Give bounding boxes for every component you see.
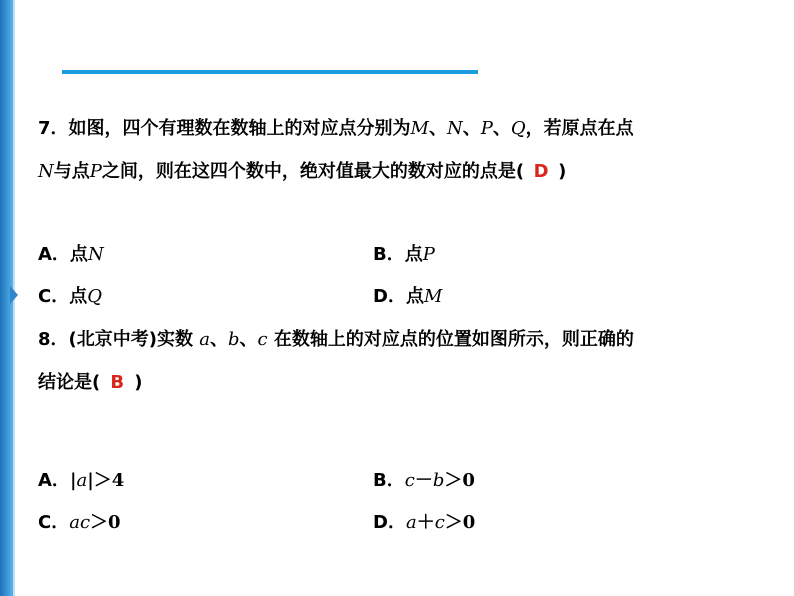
q8-text: 在数轴上的对应点的位置如图所示，则正确的 (273, 329, 634, 350)
header-rule (62, 70, 478, 74)
q8-line-1 (38, 328, 634, 352)
option-var: N (87, 244, 104, 265)
option-label: C． (38, 512, 70, 533)
var-c: c (257, 329, 268, 350)
q7-option-a[interactable] (38, 243, 104, 267)
q7-text: ，若原点在点 (525, 118, 634, 139)
q7-text: 7．如图，四个有理数在数轴上的对应点分别为 (38, 118, 411, 139)
option-rest: ＞0 (444, 470, 475, 491)
option-label: D． (373, 512, 406, 533)
option-var: P (422, 244, 435, 265)
option-var: M (423, 286, 443, 307)
q8-option-b[interactable] (373, 469, 475, 493)
close-paren: ) (134, 372, 143, 393)
q7-answer: D (533, 161, 549, 182)
abs-bar: | (69, 470, 77, 491)
option-var: a (405, 512, 417, 533)
q7-text: 之间，则在这四个数中，绝对值最大的数对应的点是( (101, 161, 525, 182)
q8-answer: B (110, 372, 125, 393)
option-label: A． (38, 470, 70, 491)
var-P: P (89, 161, 102, 182)
q7-option-d[interactable] (373, 285, 442, 309)
separator: 、 (492, 118, 511, 139)
var-N: N (446, 118, 463, 139)
var-N: N (38, 161, 54, 182)
q7-line-1 (38, 117, 634, 141)
option-var: ac (69, 512, 91, 533)
q7-line-2 (38, 160, 566, 184)
q7-option-b[interactable] (373, 243, 435, 267)
option-rest: ＞0 (444, 512, 476, 533)
option-var: c (434, 512, 445, 533)
q8-text: 8．(北京中考)实数 (38, 329, 193, 350)
close-paren: ) (558, 161, 567, 182)
q8-option-d[interactable] (373, 511, 475, 535)
option-label: B．点 (373, 244, 423, 265)
option-label: D．点 (373, 286, 424, 307)
separator: 、 (428, 118, 447, 139)
q8-option-c[interactable] (38, 511, 121, 535)
option-var: a (76, 470, 88, 491)
option-label: B． (373, 470, 405, 491)
q7-text: 与点 (53, 161, 90, 182)
option-var: b (432, 470, 445, 491)
var-M: M (410, 118, 429, 139)
option-label: A．点 (38, 244, 88, 265)
q8-text: 结论是( (38, 372, 101, 393)
sidebar-arrow-icon (10, 286, 18, 304)
separator: 、 (210, 329, 228, 350)
q8-option-a[interactable] (38, 469, 124, 493)
var-Q: Q (510, 118, 526, 139)
option-operator: － (414, 470, 433, 491)
option-rest: |＞4 (87, 470, 125, 491)
var-P: P (480, 118, 493, 139)
q8-line-2 (38, 371, 142, 395)
q7-option-c[interactable] (38, 285, 102, 309)
separator: 、 (462, 118, 481, 139)
option-var: Q (87, 286, 102, 307)
var-a: a (199, 329, 210, 350)
option-var: c (404, 470, 415, 491)
var-b: b (228, 329, 240, 350)
separator: 、 (239, 329, 258, 350)
option-operator: ＋ (416, 512, 435, 533)
option-rest: ＞0 (90, 512, 121, 533)
option-label: C．点 (38, 286, 88, 307)
